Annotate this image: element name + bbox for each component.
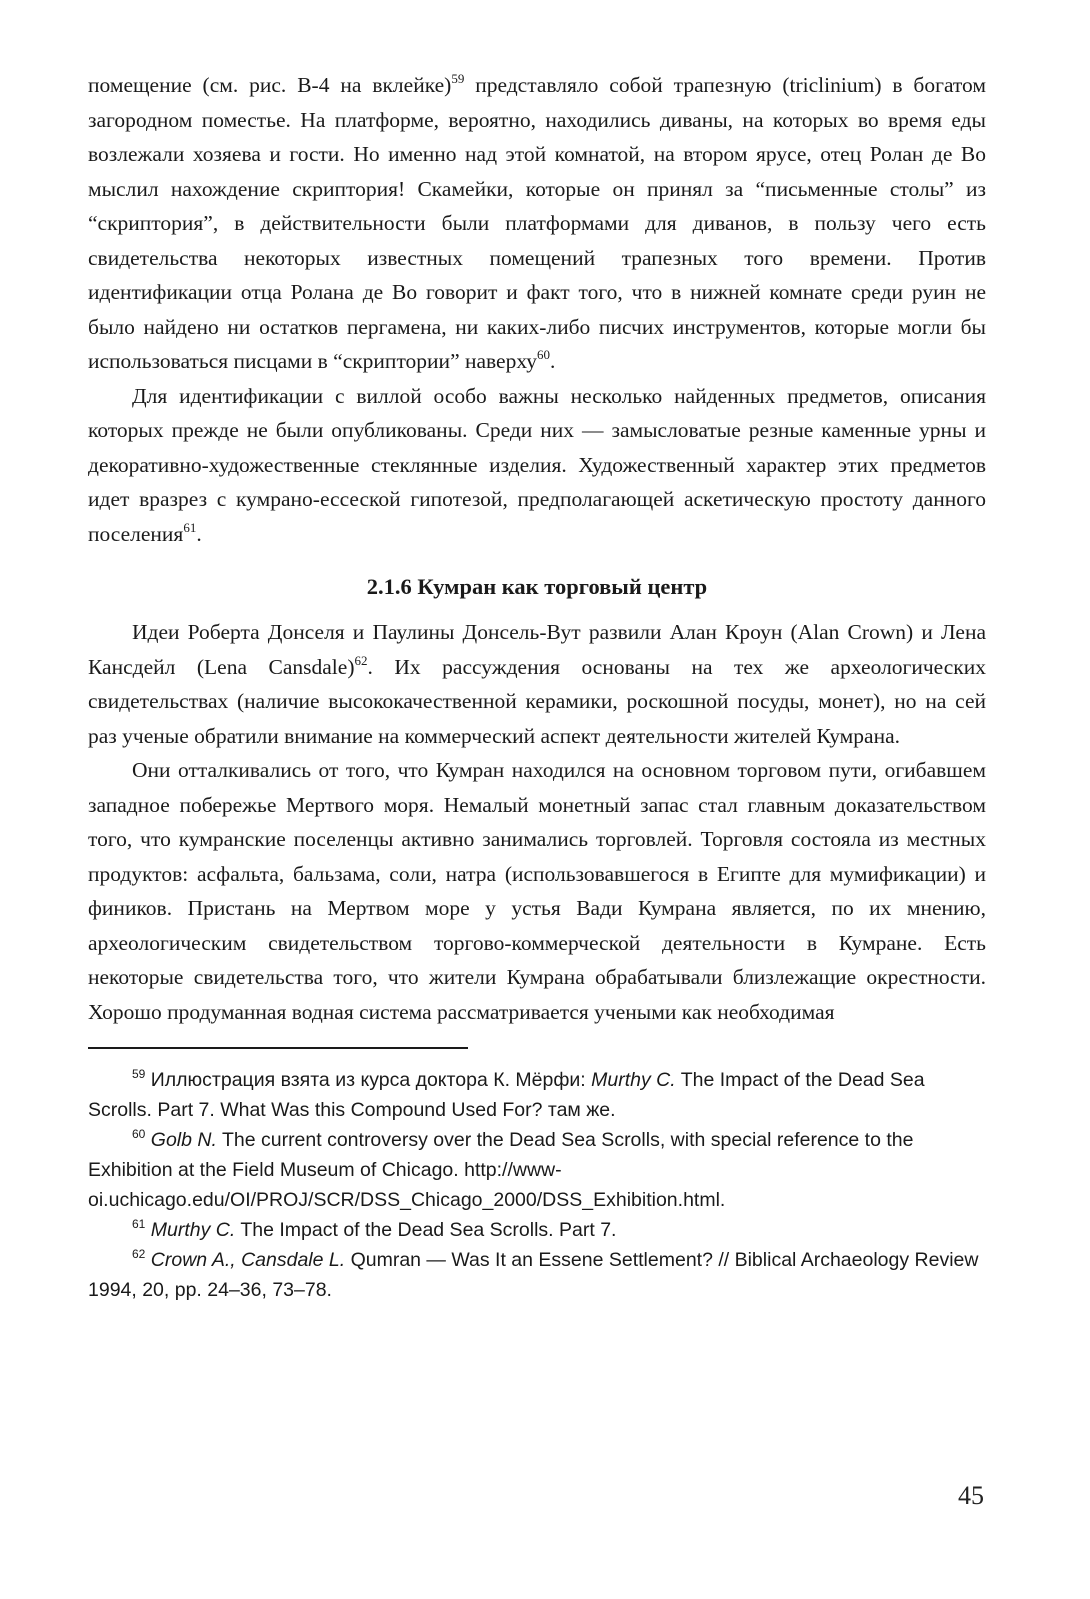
- footnote-ref-60[interactable]: 60: [537, 347, 551, 362]
- text: Идеи Роберта Донселя и Паулины Донсель-Вут развили Алан Кроун (Alan Crown) и Лена Кансдейл (Lena Cansdale): [88, 620, 986, 679]
- paragraph-3: [88, 615, 986, 753]
- text: помещение (см. рис. В-4 на вклейке): [88, 73, 452, 97]
- footnote-ref-59[interactable]: 59: [451, 71, 465, 86]
- text: The Impact of the Dead Sea Scrolls. Part 7. What Was this Compound Used For? там же.: [88, 1069, 925, 1121]
- paragraph-2: [88, 379, 986, 552]
- footnote-number: 62: [132, 1247, 146, 1261]
- footnote-59: [88, 1065, 986, 1125]
- author: Murthy C.: [150, 1219, 236, 1241]
- author: Golb N.: [150, 1129, 217, 1151]
- footnote-ref-61[interactable]: 61: [183, 519, 197, 535]
- footnote-number: 60: [132, 1127, 146, 1141]
- footnote-62: [88, 1245, 986, 1305]
- footnote-61: [88, 1215, 986, 1245]
- author: Crown A., Cansdale L.: [150, 1249, 346, 1271]
- footnote-ref-62[interactable]: 62: [354, 652, 368, 668]
- page-number: 45: [958, 1481, 984, 1510]
- page-content: [88, 68, 986, 1305]
- text: The Impact of the Dead Sea Scrolls. Part 7.: [235, 1219, 617, 1241]
- text: The current controversy over the Dead Sea Scrolls, with special reference to the Exhibition at the Field Museum of Chicago. http://www-oi.uchicago.edu/OI/PROJ/SCR/DSS_Chicago_2000/DSS_Exhibition.html.: [88, 1129, 914, 1211]
- footnote-60: [88, 1125, 986, 1215]
- paragraph-4: Они отталкивались от того, что Кумран находился на основном торговом пути, огибавшем западное побережье Мертвого моря. Немалый монетный запас стал главным доказательством того, что кумранские поселенцы активно занимались торговлей. Торговля состояла из местных продуктов: асфальта, бальзама, соли, натра (использовавшегося в Египте для мумификации) и фиников. Пристань на Мертвом море у устья Вади Кумрана является, по их мнению, археологическим свидетельством торгово-коммерческой деятельности в Кумране. Есть некоторые свидетельства того, что жители Кумрана обрабатывали близлежащие окрестности. Хорошо продуманная водная система рассматривается учеными как необходимая: [88, 758, 986, 1024]
- paragraph-1: [88, 68, 986, 379]
- author: Murthy C.: [591, 1069, 676, 1091]
- text: Qumran — Was It an Essene Settlement? // Biblical Archaeology Review 1994, 20, pp. 24–36, 73–78.: [88, 1249, 979, 1301]
- text: . Их рассуждения основаны на тех же археологических свидетельствах (наличие высококачественной керамики, роскошной посуды, монет), но на сей раз ученые обратили внимание на коммерческий аспект деятельности жителей Кумрана.: [88, 654, 987, 748]
- text: .: [550, 349, 556, 373]
- text: Для идентификации с виллой особо важны несколько найденных предметов, описания которых прежде не были опубликованы. Среди них — замысловатые резные каменные урны и декоративно-художественные стеклянные изделия. Художественный характер этих предметов идет вразрез с кумрано-ессеской гипотезой, предполагающей аскетическую простоту данного поселения: [88, 383, 986, 546]
- footnote-number: 61: [132, 1217, 146, 1231]
- footnote-divider: [88, 1047, 468, 1049]
- footnote-number: 59: [132, 1067, 146, 1081]
- text: .: [196, 521, 202, 546]
- text: представляло собой трапезную (triclinium) в богатом загородном поместье. На платформе, вероятно, находились диваны, на которых во время еды возлежали хозяева и гости. Но именно над этой комнатой, на втором ярусе, отец Ролан де Во мыслил нахождение скриптория! Скамейки, которые он принял за “письменные столы” из “скриптория”, в действительности были платформами для диванов, в пользу чего есть свидетельства некоторых известных помещений трапезных того времени. Против идентификации отца Ролана де Во говорит и факт того, что в нижней комнате среди руин не было найдено ни остатков пергамена, ни каких-либо писчих инструментов, которые могли бы использоваться писцами в “скриптории” наверху: [88, 73, 986, 373]
- text: Иллюстрация взята из курса доктора К. Мёрфи:: [145, 1069, 592, 1091]
- section-heading: 2.1.6 Кумран как торговый центр: [366, 574, 708, 599]
